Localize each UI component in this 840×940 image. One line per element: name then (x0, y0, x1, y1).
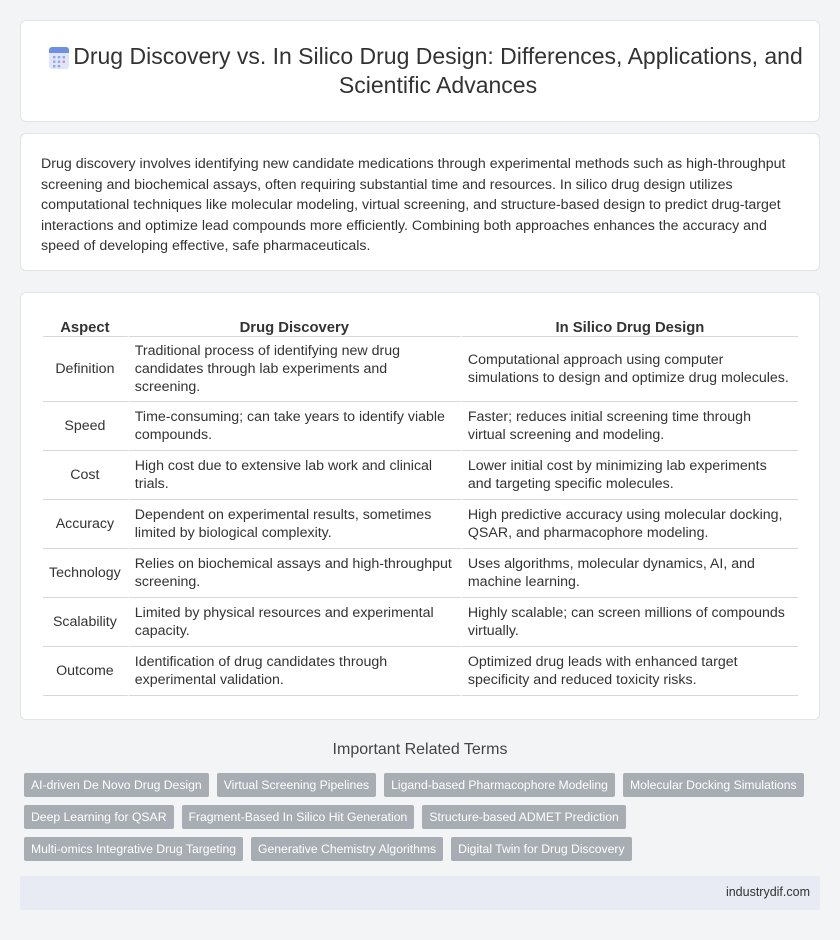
comparison-table (43, 315, 798, 696)
table-row (43, 402, 798, 451)
row-in-silico: Optimized drug leads with enhanced target specificity and reduced toxicity risks. (462, 647, 798, 696)
related-term-tag[interactable]: Ligand-based Pharmacophore Modeling (384, 773, 615, 797)
related-term-tag[interactable]: Fragment-Based In Silico Hit Generation (182, 805, 415, 829)
row-drug-discovery: Dependent on experimental results, sometimes limited by biological complexity. (129, 500, 462, 549)
related-term-tag[interactable]: Multi-omics Integrative Drug Targeting (24, 837, 243, 861)
header-in-silico: In Silico Drug Design (462, 315, 798, 337)
row-in-silico: High predictive accuracy using molecular docking, QSAR, and pharmacophore modeling. (462, 500, 798, 549)
row-drug-discovery: Limited by physical resources and experimental capacity. (129, 598, 462, 647)
related-term-tag[interactable]: Molecular Docking Simulations (623, 773, 804, 797)
page-title: Drug Discovery vs. In Silico Drug Design: Differences, Applications, and Scientific Advances (73, 43, 803, 98)
header-drug-discovery: Drug Discovery (129, 315, 462, 337)
row-aspect: Accuracy (43, 500, 129, 549)
related-term-tag[interactable]: Structure-based ADMET Prediction (422, 805, 625, 829)
row-in-silico: Computational approach using computer simulations to design and optimize drug molecules. (462, 337, 798, 402)
footer (20, 876, 820, 910)
table-row (43, 598, 798, 647)
table-row (43, 647, 798, 696)
row-aspect: Definition (43, 337, 129, 402)
table-row (43, 500, 798, 549)
table-row (43, 337, 798, 402)
row-aspect: Cost (43, 451, 129, 500)
row-drug-discovery: Time-consuming; can take years to identify viable compounds. (129, 402, 462, 451)
row-aspect: Technology (43, 549, 129, 598)
related-term-tag[interactable]: AI-driven De Novo Drug Design (24, 773, 209, 797)
row-aspect: Speed (43, 402, 129, 451)
intro-card (20, 133, 820, 271)
row-in-silico: Lower initial cost by minimizing lab experiments and targeting specific molecules. (462, 451, 798, 500)
row-in-silico: Uses algorithms, molecular dynamics, AI, and machine learning. (462, 549, 798, 598)
related-term-tag[interactable]: Virtual Screening Pipelines (217, 773, 376, 797)
row-aspect: Scalability (43, 598, 129, 647)
row-drug-discovery: High cost due to extensive lab work and clinical trials. (129, 451, 462, 500)
table-row (43, 451, 798, 500)
table-row (43, 549, 798, 598)
table-header-row (43, 315, 798, 337)
related-terms-title: Important Related Terms (332, 741, 508, 758)
related-term-tag[interactable]: Digital Twin for Drug Discovery (451, 837, 631, 861)
row-aspect: Outcome (43, 647, 129, 696)
row-drug-discovery: Traditional process of identifying new drug candidates through lab experiments and screening. (129, 337, 462, 402)
row-drug-discovery: Relies on biochemical assays and high-throughput screening. (129, 549, 462, 598)
header-aspect: Aspect (43, 315, 129, 337)
row-in-silico: Highly scalable; can screen millions of compounds virtually. (462, 598, 798, 647)
header-card (20, 20, 820, 122)
comparison-table-card (20, 292, 820, 720)
row-drug-discovery: Identification of drug candidates through experimental validation. (129, 647, 462, 696)
row-in-silico: Faster; reduces initial screening time through virtual screening and modeling. (462, 402, 798, 451)
intro-paragraph: Drug discovery involves identifying new candidate medications through experimental methods such as high-throughput screening and biochemical assays, often requiring substantial time and resources. In silico drug design utilizes computational techniques like molecular modeling, virtual screening, and structure-based design to predict drug-target interactions and optimize lead compounds more efficiently. Combining both approaches enhances the accuracy and speed of developing effective, safe pharmaceuticals. (41, 156, 786, 255)
related-terms-tags (24, 773, 824, 869)
footer-site-link[interactable]: industrydif.com (725, 885, 810, 899)
related-term-tag[interactable]: Generative Chemistry Algorithms (251, 837, 443, 861)
related-term-tag[interactable]: Deep Learning for QSAR (24, 805, 174, 829)
